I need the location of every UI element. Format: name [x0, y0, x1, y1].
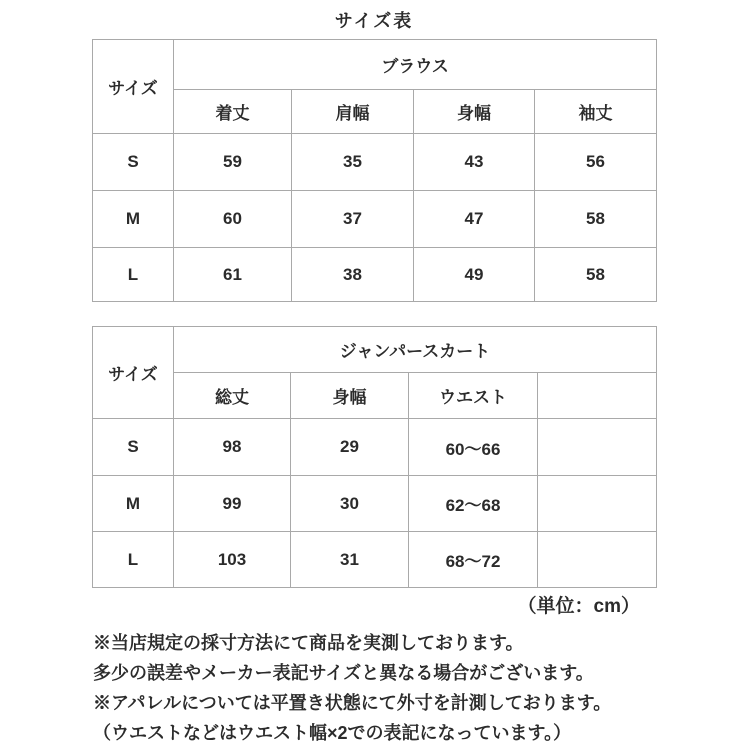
group-header-blouse: ブラウス	[174, 40, 657, 90]
size-label: M	[93, 476, 174, 532]
measurement-value: 29	[291, 419, 409, 476]
note-line: ※アパレルについては平置き状態にて外寸を計測しております。	[93, 693, 612, 713]
group-header-jumper-skirt: ジャンパースカート	[174, 327, 657, 373]
table-row	[93, 373, 657, 419]
table-row	[93, 248, 657, 302]
table-row	[93, 476, 657, 532]
measurement-value: 56	[535, 134, 657, 191]
table-row	[93, 134, 657, 191]
measurement-value-empty	[538, 532, 657, 588]
measurement-value: 37	[292, 191, 414, 248]
measurement-notes	[93, 628, 653, 748]
measurement-value: 62〜68	[409, 476, 538, 532]
column-header: 総丈	[174, 373, 291, 419]
unit-note: （単位：cm）	[517, 596, 640, 617]
measurement-value: 98	[174, 419, 291, 476]
measurement-value: 60	[174, 191, 292, 248]
table-row	[93, 191, 657, 248]
size-chart-title: サイズ表	[334, 11, 414, 31]
size-label: L	[93, 532, 174, 588]
measurement-value-empty	[538, 476, 657, 532]
measurement-value: 47	[414, 191, 535, 248]
column-header: 身幅	[291, 373, 409, 419]
measurement-value: 58	[535, 191, 657, 248]
note-line: （ウエストなどはウエスト幅×2での表記になっています。）	[93, 723, 572, 743]
note-line: ※当店規定の採寸方法にて商品を実測しております。	[93, 633, 524, 653]
table-row	[93, 327, 657, 373]
measurement-value: 38	[292, 248, 414, 302]
table-row	[93, 40, 657, 90]
size-label: L	[93, 248, 174, 302]
table-row	[93, 532, 657, 588]
measurement-value: 31	[291, 532, 409, 588]
measurement-value-empty	[538, 419, 657, 476]
measurement-value: 60〜66	[409, 419, 538, 476]
size-label: M	[93, 191, 174, 248]
size-column-header: サイズ	[93, 327, 174, 419]
size-column-header: サイズ	[93, 40, 174, 134]
column-header-empty	[538, 373, 657, 419]
measurement-value: 61	[174, 248, 292, 302]
column-header: ウエスト	[409, 373, 538, 419]
measurement-value: 58	[535, 248, 657, 302]
blouse-size-table	[92, 39, 657, 302]
measurement-value: 49	[414, 248, 535, 302]
measurement-value: 68〜72	[409, 532, 538, 588]
size-label: S	[93, 134, 174, 191]
column-header: 着丈	[174, 90, 292, 134]
note-line: 多少の誤差やメーカー表記サイズと異なる場合がございます。	[93, 663, 594, 683]
measurement-value: 59	[174, 134, 292, 191]
measurement-value: 30	[291, 476, 409, 532]
measurement-value: 103	[174, 532, 291, 588]
size-label: S	[93, 419, 174, 476]
measurement-value: 43	[414, 134, 535, 191]
table-row	[93, 90, 657, 134]
measurement-value: 99	[174, 476, 291, 532]
measurement-value: 35	[292, 134, 414, 191]
table-row	[93, 419, 657, 476]
column-header: 身幅	[414, 90, 535, 134]
column-header: 肩幅	[292, 90, 414, 134]
jumper-skirt-size-table	[92, 326, 657, 588]
column-header: 袖丈	[535, 90, 657, 134]
